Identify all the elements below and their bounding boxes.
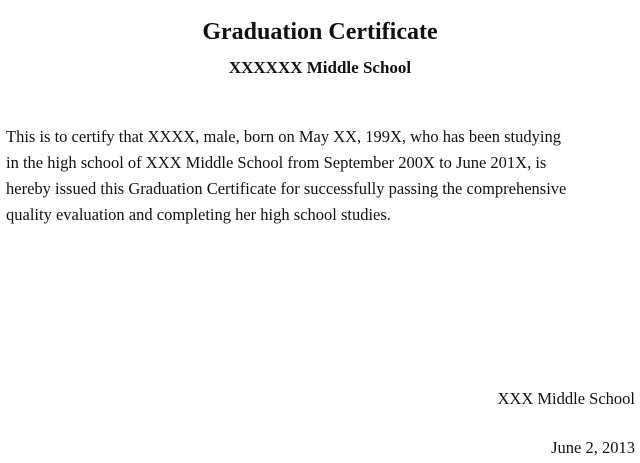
body-line: This is to certify that XXXX, male, born on May XX, 199X, who has been studying — [6, 127, 561, 146]
issue-date: June 2, 2013 — [551, 438, 635, 457]
issuer-name: XXX Middle School — [497, 389, 635, 408]
certificate-title: Graduation Certificate — [202, 19, 438, 45]
school-heading: XXXXXX Middle School — [228, 58, 412, 77]
body-line: hereby issued this Graduation Certificate for successfully passing the comprehensive — [6, 179, 567, 198]
body-line: in the high school of XXX Middle School from September 200X to June 201X, is — [6, 153, 547, 172]
certificate-body — [6, 124, 632, 228]
body-line: quality evaluation and completing her high school studies. — [6, 205, 391, 224]
